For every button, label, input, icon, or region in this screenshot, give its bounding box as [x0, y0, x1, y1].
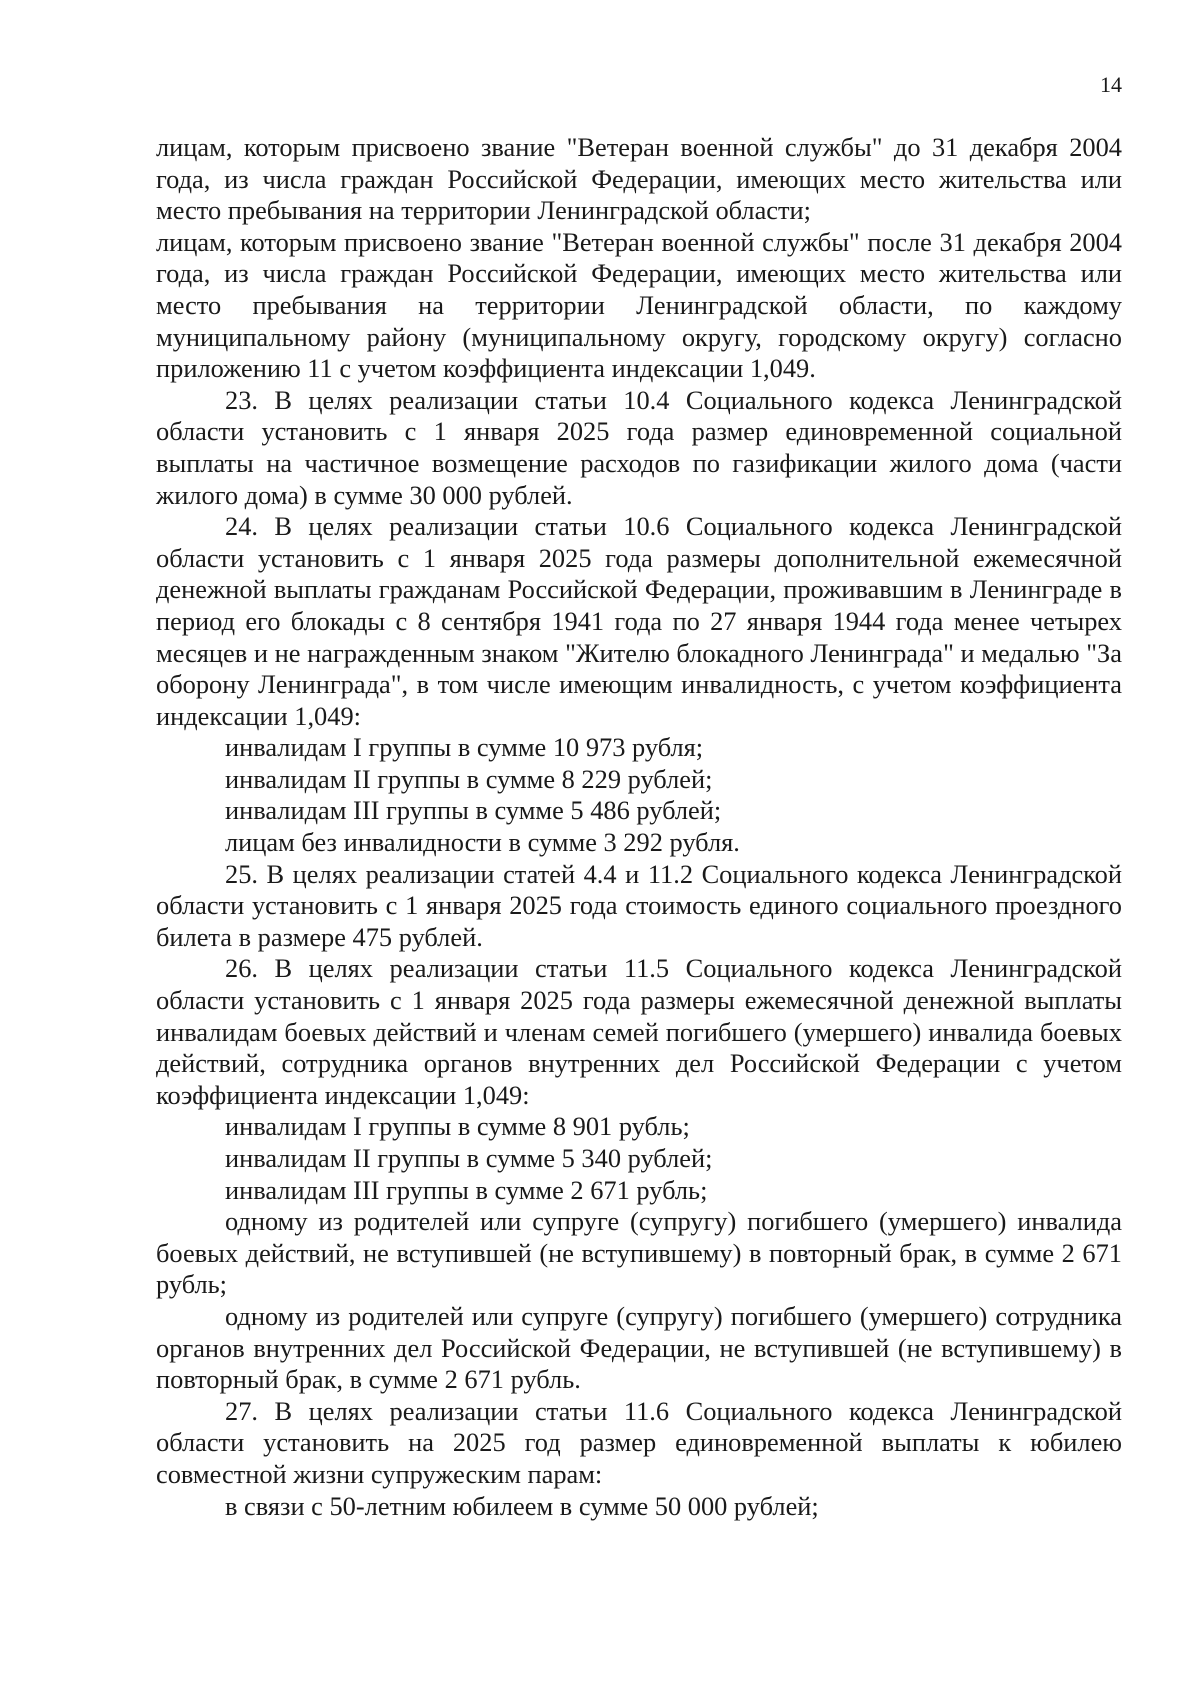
paragraph-item-26: 26. В целях реализации статьи 11.5 Социального кодекса Ленинградской области установить с 1 января 2025 года размеры ежемесячной денежной выплаты инвалидам боевых действий и членам семей погибшего (умершего) инвалида боевых действий, сотрудника органов внутренних дел Российской Федерации с учетом коэффициента индексации 1,049: — [156, 953, 1122, 1110]
list-item: инвалидам III группы в сумме 2 671 рубль; — [225, 1174, 708, 1205]
list-item: лицам без инвалидности в сумме 3 292 рубля. — [225, 827, 740, 858]
list-item: инвалидам I группы в сумме 10 973 рубля; — [225, 732, 704, 763]
list-item: в связи с 50-летним юбилеем в сумме 50 000 рублей; — [225, 1490, 819, 1521]
paragraph-item-24: 24. В целях реализации статьи 10.6 Социального кодекса Ленинградской области установить с 1 января 2025 года размеры дополнительной ежемесячной денежной выплаты гражданам Российской Федерации, проживавшим в Ленинграде в период его блокады с 8 сентября 1941 года по 27 января 1944 года менее четырех месяцев и не награжденным знаком "Жителю блокадного Ленинграда" и медалью "За оборону Ленинграда", в том числе имеющим инвалидность, с учетом коэффициента индексации 1,049: — [156, 511, 1122, 731]
list-item: инвалидам I группы в сумме 8 901 рубль; — [225, 1111, 690, 1142]
paragraph: лицам, которым присвоено звание "Ветеран военной службы" после 31 декабря 2004 года, из числа граждан Российской Федерации, имеющих место жительства или место пребывания на территории Ленинградской области, по каждому муниципальному району (муниципальному округу, городскому округу) согласно приложению 11 с учетом коэффициента индексации 1,049. — [156, 226, 1122, 384]
page-number: 14 — [1100, 72, 1122, 97]
paragraph-item-25: 25. В целях реализации статей 4.4 и 11.2 Социального кодекса Ленинградской области установить с 1 января 2025 года стоимость единого социального проездного билета в размере 475 рублей. — [156, 858, 1122, 952]
document-body — [156, 132, 1122, 1522]
list-item: инвалидам II группы в сумме 5 340 рублей; — [225, 1143, 713, 1173]
paragraph-item-23: 23. В целях реализации статьи 10.4 Социального кодекса Ленинградской области установить с 1 января 2025 года размер единовременной социальной выплаты на частичное возмещение расходов по газификации жилого дома (части жилого дома) в сумме 30 000 рублей. — [156, 384, 1122, 510]
paragraph: лицам, которым присвоено звание "Ветеран военной службы" до 31 декабря 2004 года, из числа граждан Российской Федерации, имеющих место жительства или место пребывания на территории Ленинградской области; — [156, 132, 1122, 226]
list-item: инвалидам II группы в сумме 8 229 рублей; — [225, 763, 713, 794]
paragraph: одному из родителей или супруге (супругу) погибшего (умершего) инвалида боевых действий, не вступившей (не вступившему) в повторный брак, в сумме 2 671 рубль; — [156, 1206, 1122, 1300]
paragraph-item-27: 27. В целях реализации статьи 11.6 Социального кодекса Ленинградской области установить на 2025 год размер единовременной выплаты к юбилею совместной жизни супружеским парам: — [156, 1395, 1122, 1489]
list-item: инвалидам III группы в сумме 5 486 рублей; — [225, 795, 722, 826]
paragraph: одному из родителей или супруге (супругу) погибшего (умершего) сотрудника органов внутренних дел Российской Федерации, не вступившей (не вступившему) в повторный брак, в сумме 2 671 рубль. — [156, 1300, 1122, 1395]
